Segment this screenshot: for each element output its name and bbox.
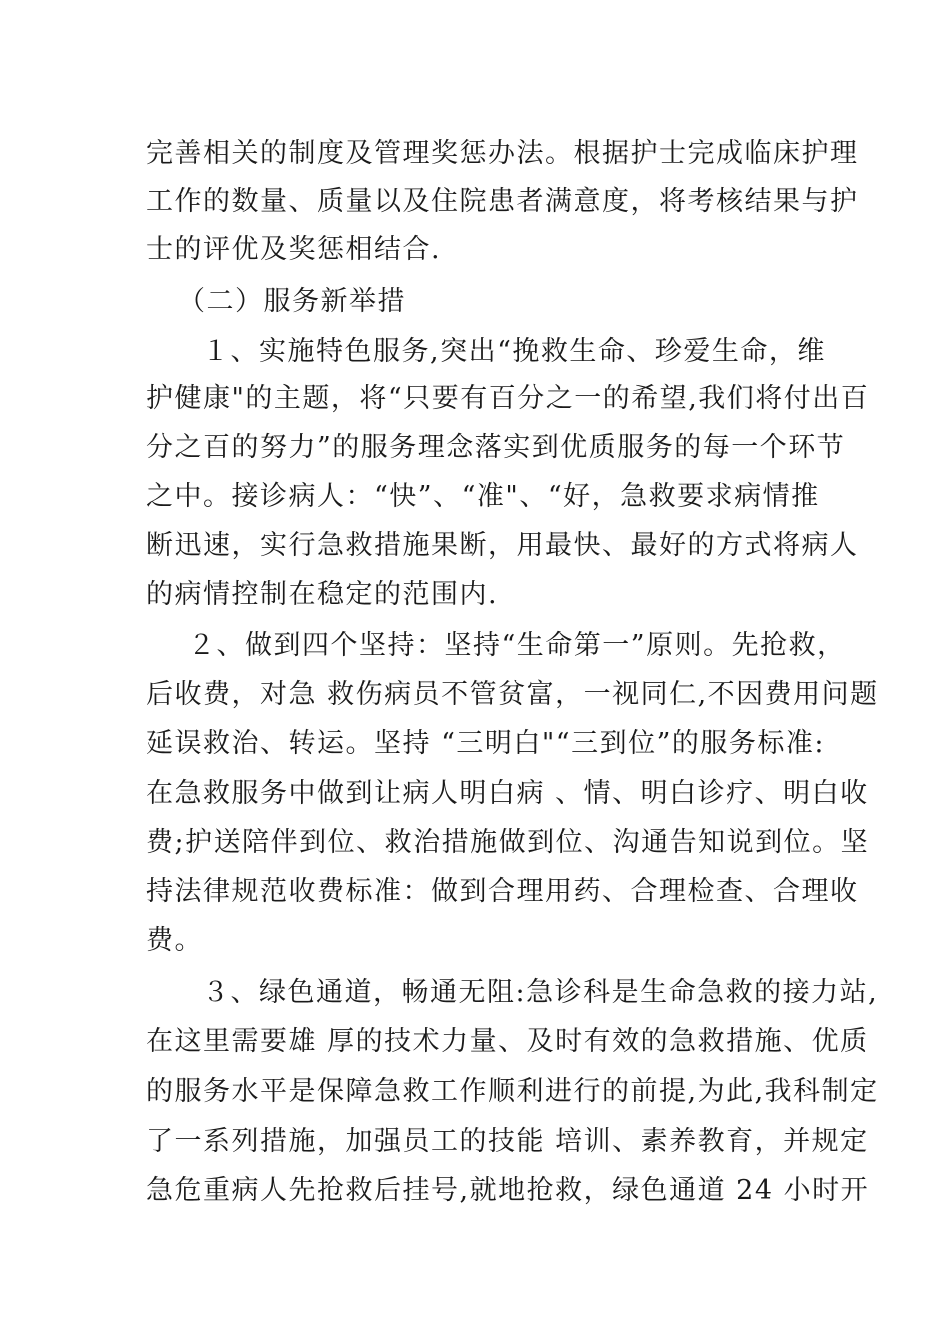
body-text-line: 费。 (146, 925, 203, 956)
body-text-line: 之中。接诊病人：“快”、“准"、“好，急救要求病情推 (146, 481, 820, 512)
body-text-line: 分之百的努力”的服务理念落实到优质服务的每一个环节 (146, 432, 846, 463)
body-text-line: 后收费，对急 救伤病员不管贫富，一视同仁,不因费用问题 (146, 679, 879, 710)
body-text-line: 断迅速，实行急救措施果断，用最快、最好的方式将病人 (146, 530, 859, 561)
body-text-line: 完善相关的制度及管理奖惩办法。根据护士完成临床护理 (146, 138, 859, 169)
body-text-line: 持法律规范收费标准：做到合理用药、合理检查、合理收 (146, 876, 859, 907)
body-text-line: 士的评优及奖惩相结合. (146, 234, 442, 265)
body-text-line: ３、绿色通道，畅通无阻:急诊科是生命急救的接力站, (202, 977, 879, 1008)
body-text-line: 急危重病人先抢救后挂号,就地抢救，绿色通道 24 小时开 (146, 1175, 870, 1206)
body-text-line: 费;护送陪伴到位、救治措施做到位、沟通告知说到位。坚 (146, 827, 870, 858)
body-text-line: 的服务水平是保障急救工作顺利进行的前提,为此,我科制定 (146, 1076, 879, 1107)
section-heading: （二）服务新举措 (178, 286, 406, 317)
body-text-line: ２、做到四个坚持：坚持“生命第一”原则。先抢救， (188, 630, 846, 661)
body-text-line: 在这里需要雄 厚的技术力量、及时有效的急救措施、优质 (146, 1026, 869, 1057)
body-text-line: 了一系列措施，加强员工的技能 培训、素养教育，并规定 (146, 1126, 869, 1157)
body-text-line: 工作的数量、质量以及住院患者满意度，将考核结果与护 (146, 186, 859, 217)
body-text-line: 护健康"的主题，将“只要有百分之一的希望,我们将付出百 (146, 383, 870, 414)
body-text-line: 在急救服务中做到让病人明白病 、情、明白诊疗、明白收 (146, 778, 869, 809)
body-text-line: 延误救治、转运。坚持 “三明白"“三到位”的服务标准: (146, 728, 826, 759)
body-text-line: １、实施特色服务,突出“挽救生命、珍爱生命，维 (202, 336, 826, 367)
body-text-line: 的病情控制在稳定的范围内. (146, 579, 499, 610)
